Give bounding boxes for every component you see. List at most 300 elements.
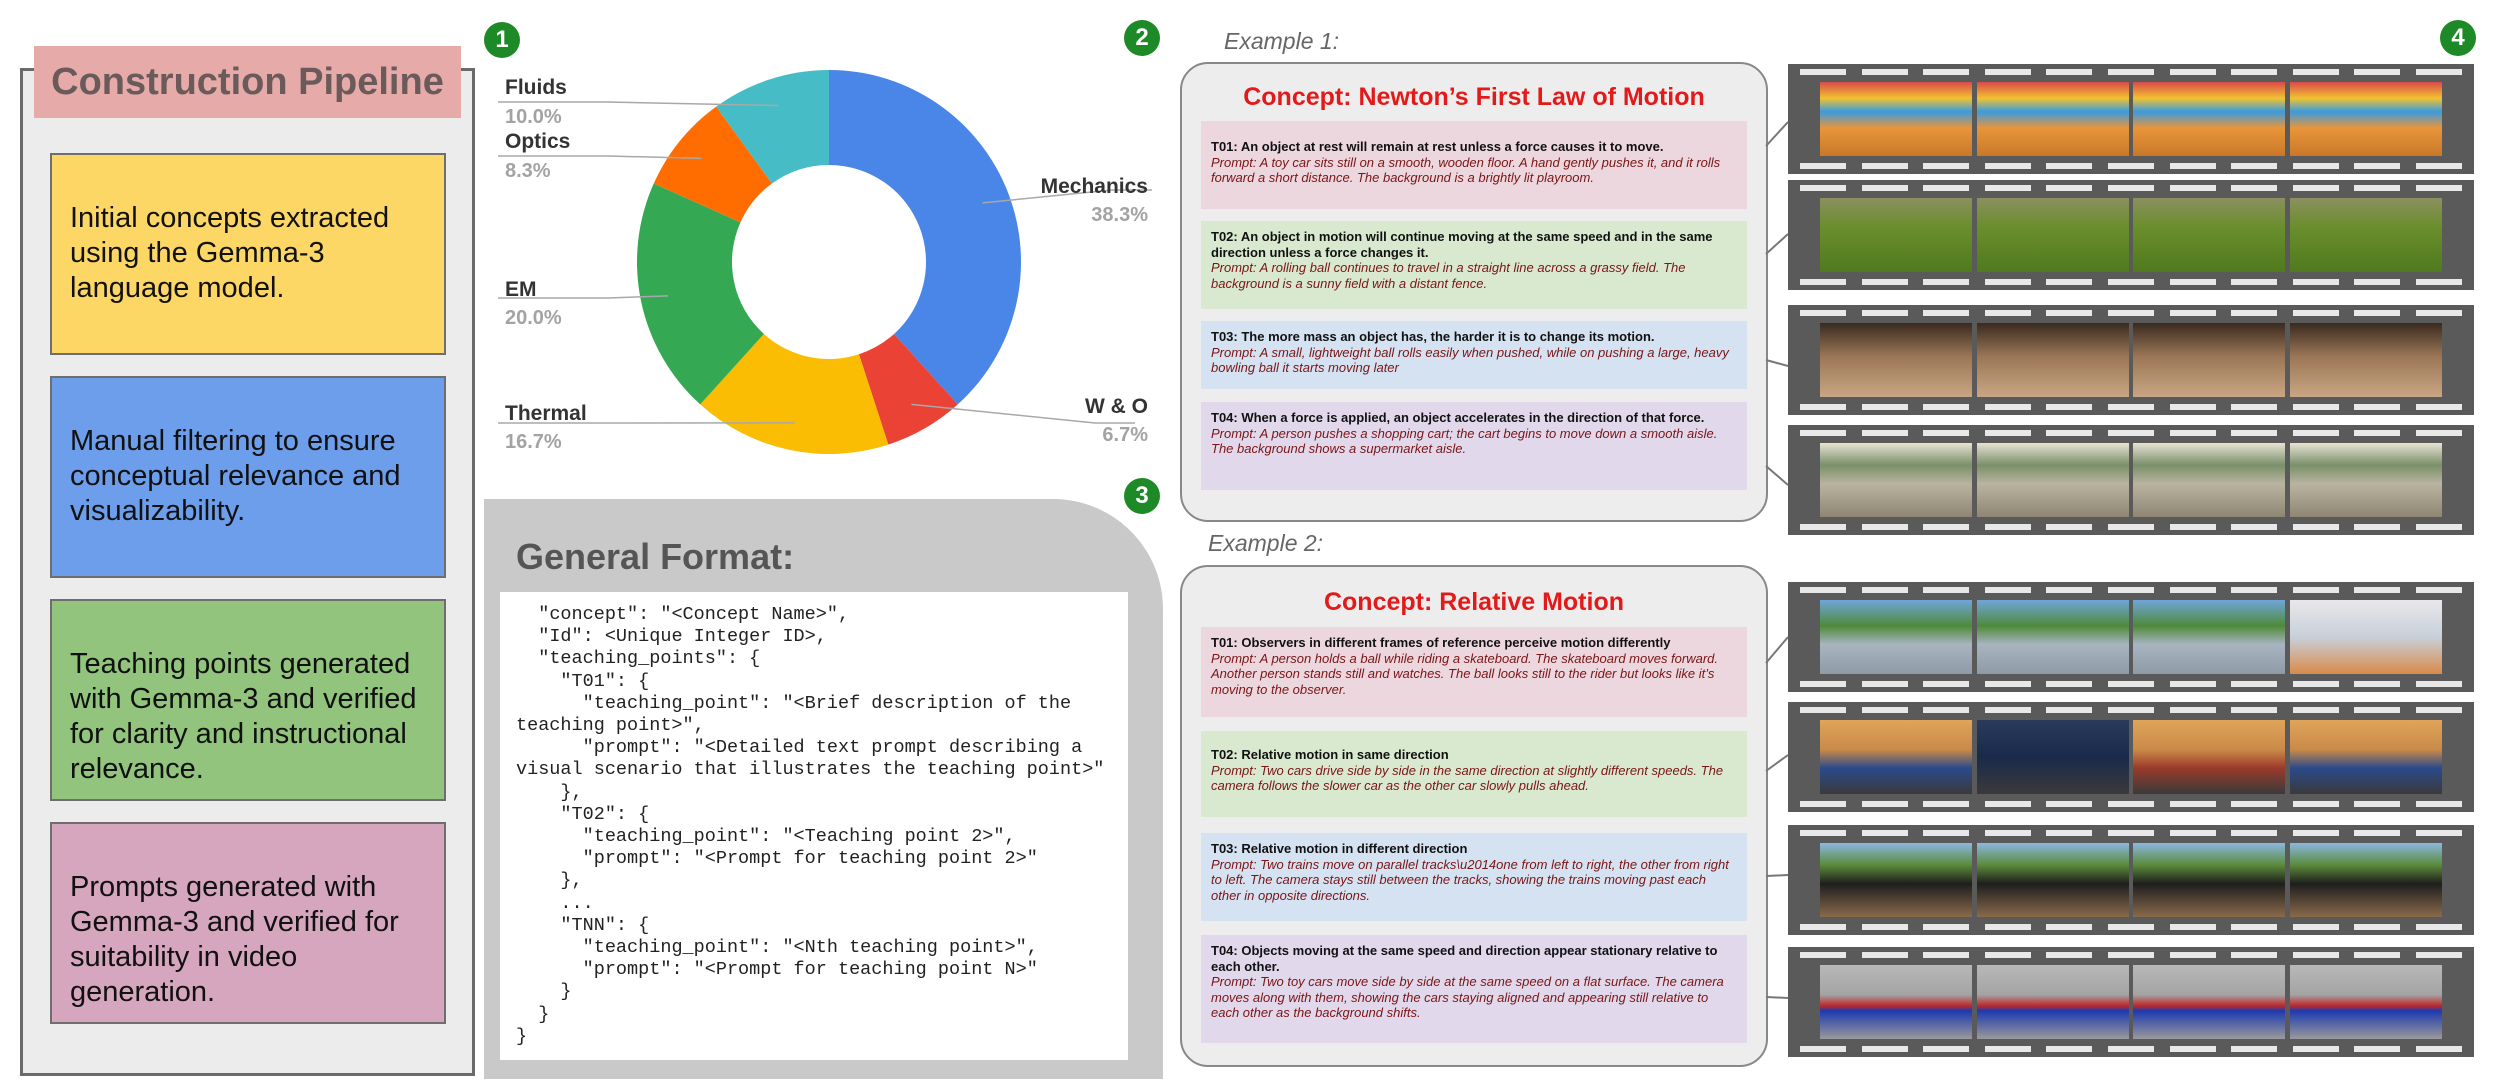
film-frames: [1820, 843, 2442, 917]
film-perforations: [1800, 163, 2462, 169]
film-hole: [2170, 430, 2216, 436]
film-hole: [1800, 310, 1846, 316]
video-frame-2: [1977, 843, 2129, 917]
video-frame-3: [2133, 843, 2285, 917]
teaching-prompt: Prompt: A small, lightweight ball rolls easily when pushed, while on pushing a large, heavy bowling ball it starts moving later: [1211, 344, 1729, 375]
film-perforations: [1800, 681, 2462, 687]
example-2-t02: [1201, 731, 1747, 817]
teaching-prompt: Prompt: A person holds a ball while riding a skateboard. The skateboard moves forward. Another person stands still and watches. The ball looks still to the rider but looks like it’s moving to the observer.: [1211, 650, 1719, 697]
film-hole: [2416, 587, 2462, 593]
film-hole: [1800, 707, 1846, 713]
film-hole: [1985, 310, 2031, 316]
film-hole: [2231, 524, 2277, 530]
film-hole: [2293, 681, 2339, 687]
film-hole: [2046, 430, 2092, 436]
film-hole: [2231, 924, 2277, 930]
film-hole: [1862, 69, 1908, 75]
film-hole: [2293, 524, 2339, 530]
film-hole: [1862, 524, 1908, 530]
film-hole: [1923, 681, 1969, 687]
film-hole: [2108, 524, 2154, 530]
film-hole: [1985, 163, 2031, 169]
video-frame-3: [2133, 82, 2285, 156]
film-hole: [2231, 163, 2277, 169]
film-hole: [2354, 524, 2400, 530]
film-hole: [2046, 952, 2092, 958]
film-hole: [1923, 185, 1969, 191]
film-hole: [2293, 801, 2339, 807]
general-format-title: General Format:: [516, 536, 795, 577]
film-hole: [2108, 404, 2154, 410]
video-frame-2: [1977, 443, 2129, 517]
pie-label-thermal: Thermal: [505, 402, 587, 425]
badge-4: 4: [2440, 20, 2476, 56]
pipeline-step-1: Initial concepts extracted using the Gemma-3 language model.: [50, 153, 446, 355]
film-hole: [2170, 952, 2216, 958]
film-hole: [2046, 830, 2092, 836]
film-hole: [2170, 681, 2216, 687]
video-frame-4: [2290, 600, 2442, 674]
video-frame-4: [2290, 843, 2442, 917]
pie-pct-fluids: 10.0%: [505, 106, 562, 128]
film-hole: [1862, 801, 1908, 807]
film-hole: [2046, 69, 2092, 75]
film-hole: [2231, 681, 2277, 687]
film-hole: [2108, 924, 2154, 930]
film-hole: [2354, 1046, 2400, 1052]
film-hole: [2293, 1046, 2339, 1052]
film-hole: [2170, 801, 2216, 807]
example-1-label: Example 1:: [1224, 28, 1340, 54]
video-frame-4: [2290, 965, 2442, 1039]
film-hole: [1985, 830, 2031, 836]
film-hole: [2416, 830, 2462, 836]
film-hole: [2354, 924, 2400, 930]
film-hole: [2354, 279, 2400, 285]
connector-6: [1766, 755, 1788, 771]
film-hole: [1862, 707, 1908, 713]
film-hole: [2170, 69, 2216, 75]
film-hole: [2170, 163, 2216, 169]
film-hole: [2354, 163, 2400, 169]
film-hole: [1800, 952, 1846, 958]
film-hole: [1862, 952, 1908, 958]
connector-2: [1766, 234, 1788, 254]
example-2-title: Concept: Relative Motion: [1323, 588, 1624, 616]
film-hole: [1923, 707, 1969, 713]
connector-8: [1766, 997, 1788, 998]
video-frame-4: [2290, 82, 2442, 156]
film-frames: [1820, 720, 2442, 794]
film-hole: [2170, 279, 2216, 285]
film-perforations: [1800, 1046, 2462, 1052]
pie-label-optics: Optics: [505, 130, 571, 153]
film-perforations: [1800, 430, 2462, 436]
film-hole: [1800, 587, 1846, 593]
video-frame-3: [2133, 198, 2285, 272]
film-hole: [1862, 404, 1908, 410]
film-hole: [2293, 310, 2339, 316]
teaching-point: T02: Relative motion in same direction: [1211, 747, 1449, 762]
teaching-prompt: Prompt: A toy car sits still on a smooth, wooden floor. A hand gently pushes it, and it rolls forward a short distance. The background is a brightly lit playroom.: [1211, 154, 1721, 185]
film-hole: [2108, 830, 2154, 836]
film-hole: [1985, 801, 2031, 807]
example-1-t04: [1201, 402, 1747, 490]
cars-filmstrip: [1788, 702, 2474, 812]
video-frame-2: [1977, 323, 2129, 397]
film-hole: [2231, 279, 2277, 285]
film-hole: [2354, 801, 2400, 807]
film-hole: [1862, 1046, 1908, 1052]
film-perforations: [1800, 279, 2462, 285]
film-hole: [2354, 430, 2400, 436]
film-hole: [1800, 69, 1846, 75]
film-hole: [2354, 952, 2400, 958]
film-hole: [1985, 587, 2031, 593]
film-hole: [2108, 707, 2154, 713]
teaching-point: T02: An object in motion will continue moving at the same speed and in the same direction unless a force changes it.: [1211, 229, 1713, 260]
film-hole: [1862, 430, 1908, 436]
film-hole: [2046, 279, 2092, 285]
example-1-t03: [1201, 321, 1747, 389]
video-frame-2: [1977, 720, 2129, 794]
film-frames: [1820, 198, 2442, 272]
teaching-prompt: Prompt: Two trains move on parallel tracks\u2014one from left to right, the other from right to left. The camera stays still between the tracks, showing the trains moving past each other in opposite directions.: [1211, 856, 1729, 903]
film-hole: [1923, 801, 1969, 807]
badge-1: 1: [484, 22, 520, 58]
teaching-point: T01: An object at rest will remain at rest unless a force causes it to move.: [1211, 139, 1664, 154]
teaching-point: T04: When a force is applied, an object accelerates in the direction of that force.: [1211, 410, 1705, 425]
film-hole: [2416, 1046, 2462, 1052]
film-hole: [2354, 185, 2400, 191]
pie-pct-em: 20.0%: [505, 307, 562, 329]
video-frame-2: [1977, 965, 2129, 1039]
film-hole: [2046, 185, 2092, 191]
video-frame-1: [1820, 323, 1972, 397]
film-hole: [1862, 310, 1908, 316]
film-hole: [2293, 404, 2339, 410]
film-hole: [2108, 310, 2154, 316]
film-hole: [1923, 430, 1969, 436]
film-frames: [1820, 965, 2442, 1039]
pipeline-step-4: Prompts generated with Gemma-3 and verified for suitability in video generation.: [50, 822, 446, 1024]
film-hole: [2170, 1046, 2216, 1052]
film-hole: [2416, 430, 2462, 436]
teaching-point: T03: The more mass an object has, the harder it is to change its motion.: [1211, 329, 1655, 344]
film-hole: [1923, 1046, 1969, 1052]
film-hole: [1985, 681, 2031, 687]
pipeline-title: Construction Pipeline: [34, 46, 461, 118]
teaching-point: T03: Relative motion in different direction: [1211, 841, 1468, 856]
film-hole: [2354, 587, 2400, 593]
film-hole: [2231, 404, 2277, 410]
film-hole: [2046, 707, 2092, 713]
pie-label-mechanics: Mechanics: [1040, 175, 1148, 198]
film-hole: [2354, 404, 2400, 410]
pie-pct-thermal: 16.7%: [505, 431, 562, 453]
example-1-t01: [1201, 121, 1747, 209]
film-hole: [2293, 952, 2339, 958]
film-frames: [1820, 82, 2442, 156]
pie-pct-w-and-o: 6.7%: [1102, 424, 1148, 446]
connector-4: [1766, 466, 1788, 485]
film-hole: [2231, 707, 2277, 713]
film-hole: [2046, 587, 2092, 593]
video-frame-1: [1820, 82, 1972, 156]
film-hole: [1923, 587, 1969, 593]
teaching-point: T01: Observers in different frames of reference perceive motion differently: [1211, 635, 1671, 650]
film-hole: [1985, 404, 2031, 410]
video-frame-1: [1820, 600, 1972, 674]
toy-cars-filmstrip: [1788, 947, 2474, 1057]
film-hole: [2416, 185, 2462, 191]
film-hole: [2046, 924, 2092, 930]
film-hole: [2170, 404, 2216, 410]
video-frame-2: [1977, 198, 2129, 272]
film-hole: [1985, 924, 2031, 930]
video-frame-1: [1820, 198, 1972, 272]
film-hole: [1923, 404, 1969, 410]
teaching-prompt: Prompt: A person pushes a shopping cart; the cart begins to move down a smooth aisle. The background shows a supermarket aisle.: [1211, 425, 1718, 456]
film-hole: [2293, 707, 2339, 713]
film-hole: [1862, 185, 1908, 191]
film-hole: [1923, 952, 1969, 958]
film-hole: [2416, 310, 2462, 316]
badge-2: 2: [1124, 20, 1160, 56]
film-hole: [2108, 1046, 2154, 1052]
film-perforations: [1800, 924, 2462, 930]
film-hole: [1862, 163, 1908, 169]
film-hole: [2231, 801, 2277, 807]
video-frame-1: [1820, 720, 1972, 794]
film-hole: [1923, 163, 1969, 169]
teaching-prompt: Prompt: Two toy cars move side by side at the same speed on a flat surface. The camera moves along with them, showing the cars staying aligned and appearing still relative to each other as the background shifts.: [1211, 974, 1724, 1020]
film-hole: [2354, 707, 2400, 713]
film-hole: [2416, 404, 2462, 410]
film-hole: [2108, 952, 2154, 958]
film-hole: [2170, 707, 2216, 713]
film-hole: [2108, 69, 2154, 75]
pie-slice-mechanics: [829, 70, 1021, 404]
film-hole: [2416, 801, 2462, 807]
teaching-prompt: Prompt: Two cars drive side by side in the same direction at slightly different speeds. The camera follows the slower car as the other car slowly pulls ahead.: [1211, 762, 1724, 793]
film-hole: [1862, 279, 1908, 285]
film-hole: [2046, 801, 2092, 807]
film-perforations: [1800, 707, 2462, 713]
example-2-label: Example 2:: [1208, 530, 1324, 556]
film-hole: [2416, 707, 2462, 713]
toy-car-filmstrip: [1788, 64, 2474, 174]
film-hole: [2231, 830, 2277, 836]
film-hole: [2231, 310, 2277, 316]
video-frame-1: [1820, 443, 1972, 517]
film-hole: [2108, 430, 2154, 436]
teaching-point: T04: Objects moving at the same speed and direction appear stationary relative to each other.: [1211, 943, 1718, 974]
connector-5: [1766, 637, 1788, 663]
film-hole: [1985, 430, 2031, 436]
film-perforations: [1800, 830, 2462, 836]
film-hole: [2354, 830, 2400, 836]
film-hole: [2108, 279, 2154, 285]
film-hole: [2046, 163, 2092, 169]
film-hole: [2354, 681, 2400, 687]
film-hole: [2231, 69, 2277, 75]
film-frames: [1820, 323, 2442, 397]
film-hole: [1800, 430, 1846, 436]
video-frame-3: [2133, 600, 2285, 674]
film-hole: [1800, 163, 1846, 169]
film-perforations: [1800, 404, 2462, 410]
film-hole: [2416, 924, 2462, 930]
connector-3: [1766, 360, 1788, 366]
pipeline-step-3: Teaching points generated with Gemma-3 and verified for clarity and instructional relevance.: [50, 599, 446, 801]
film-hole: [2416, 681, 2462, 687]
example-2-t04: [1201, 935, 1747, 1043]
film-hole: [2354, 310, 2400, 316]
video-frame-1: [1820, 843, 1972, 917]
pie-label-fluids: Fluids: [505, 76, 567, 99]
film-hole: [1800, 681, 1846, 687]
film-hole: [2108, 681, 2154, 687]
film-hole: [2231, 1046, 2277, 1052]
film-hole: [1985, 185, 2031, 191]
film-hole: [2170, 524, 2216, 530]
film-hole: [1985, 524, 2031, 530]
example-1-t02: [1201, 221, 1747, 309]
film-hole: [1800, 185, 1846, 191]
film-hole: [2170, 830, 2216, 836]
video-frame-4: [2290, 720, 2442, 794]
film-hole: [2293, 185, 2339, 191]
film-hole: [1862, 681, 1908, 687]
film-hole: [1800, 801, 1846, 807]
video-frame-3: [2133, 965, 2285, 1039]
pipeline-step-2: Manual filtering to ensure conceptual relevance and visualizability.: [50, 376, 446, 578]
film-hole: [1923, 830, 1969, 836]
pie-pct-optics: 8.3%: [505, 160, 551, 182]
pie-label-em: EM: [505, 278, 537, 301]
film-hole: [2170, 587, 2216, 593]
film-hole: [1800, 524, 1846, 530]
film-hole: [2293, 830, 2339, 836]
video-frame-4: [2290, 443, 2442, 517]
film-hole: [2108, 801, 2154, 807]
film-hole: [2108, 185, 2154, 191]
film-hole: [1862, 830, 1908, 836]
video-frame-3: [2133, 443, 2285, 517]
film-hole: [1923, 310, 1969, 316]
film-hole: [2293, 924, 2339, 930]
film-hole: [2293, 69, 2339, 75]
film-hole: [1862, 924, 1908, 930]
film-hole: [2416, 524, 2462, 530]
film-perforations: [1800, 310, 2462, 316]
film-hole: [2354, 69, 2400, 75]
film-frames: [1820, 600, 2442, 674]
connector-7: [1766, 875, 1788, 876]
film-perforations: [1800, 69, 2462, 75]
film-perforations: [1800, 185, 2462, 191]
film-hole: [2416, 69, 2462, 75]
film-hole: [1985, 279, 2031, 285]
film-hole: [1800, 1046, 1846, 1052]
badge-3: 3: [1124, 478, 1160, 514]
film-hole: [1862, 587, 1908, 593]
trains-filmstrip: [1788, 825, 2474, 935]
film-hole: [2231, 952, 2277, 958]
film-hole: [1800, 924, 1846, 930]
film-hole: [2231, 185, 2277, 191]
pie-pct-mechanics: 38.3%: [1091, 204, 1148, 226]
film-perforations: [1800, 801, 2462, 807]
film-hole: [2046, 681, 2092, 687]
film-hole: [2046, 310, 2092, 316]
film-hole: [1800, 404, 1846, 410]
video-frame-1: [1820, 965, 1972, 1039]
shopping-cart-filmstrip: [1788, 425, 2474, 535]
bowling-ball-filmstrip: [1788, 305, 2474, 415]
teaching-prompt: Prompt: A rolling ball continues to travel in a straight line across a grassy field. The background is a sunny field with a distant fence.: [1211, 260, 1686, 291]
film-hole: [2046, 524, 2092, 530]
film-hole: [2416, 952, 2462, 958]
film-hole: [2293, 587, 2339, 593]
film-hole: [2046, 404, 2092, 410]
film-hole: [2170, 924, 2216, 930]
example-2-t01: [1201, 627, 1747, 717]
film-hole: [1985, 952, 2031, 958]
film-hole: [1985, 707, 2031, 713]
video-frame-3: [2133, 720, 2285, 794]
film-hole: [2293, 279, 2339, 285]
example-1-title: Concept: Newton’s First Law of Motion: [1243, 83, 1705, 111]
film-hole: [2416, 163, 2462, 169]
film-hole: [1923, 69, 1969, 75]
film-hole: [2231, 587, 2277, 593]
video-frame-4: [2290, 323, 2442, 397]
example-2-t03: [1201, 833, 1747, 921]
pie-label-w-and-o: W & O: [1085, 395, 1148, 418]
film-hole: [2108, 587, 2154, 593]
video-frame-2: [1977, 600, 2129, 674]
video-frame-4: [2290, 198, 2442, 272]
film-hole: [1985, 69, 2031, 75]
film-hole: [2170, 310, 2216, 316]
film-hole: [2108, 163, 2154, 169]
film-hole: [1985, 1046, 2031, 1052]
general-format-code: "concept": "<Concept Name>", "Id": <Unique Integer ID>, "teaching_points": { "T01": { "teaching_point": "<Brief description of the teaching point>", "prompt": "<Detailed text prompt describing a visual scenario that illustrates the teaching point>" }, "T02": { "teaching_point": "<Teaching point 2>", "prompt": "<Prompt for teaching point 2>" }, ... "TNN": { "teaching_point": "<Nth teaching point>", "prompt": "<Prompt for teaching point N>" } } }: [500, 592, 1128, 1060]
film-hole: [1923, 279, 1969, 285]
film-hole: [1923, 924, 1969, 930]
video-frame-2: [1977, 82, 2129, 156]
film-perforations: [1800, 587, 2462, 593]
film-hole: [1800, 830, 1846, 836]
film-hole: [2416, 279, 2462, 285]
film-hole: [2231, 430, 2277, 436]
film-hole: [1800, 279, 1846, 285]
film-perforations: [1800, 952, 2462, 958]
film-frames: [1820, 443, 2442, 517]
film-perforations: [1800, 524, 2462, 530]
video-frame-3: [2133, 323, 2285, 397]
rolling-ball-filmstrip: [1788, 180, 2474, 290]
skateboard-filmstrip: [1788, 582, 2474, 692]
connector-1: [1766, 122, 1788, 146]
film-hole: [2293, 430, 2339, 436]
film-hole: [2170, 185, 2216, 191]
film-hole: [2046, 1046, 2092, 1052]
film-hole: [2293, 163, 2339, 169]
film-hole: [1923, 524, 1969, 530]
